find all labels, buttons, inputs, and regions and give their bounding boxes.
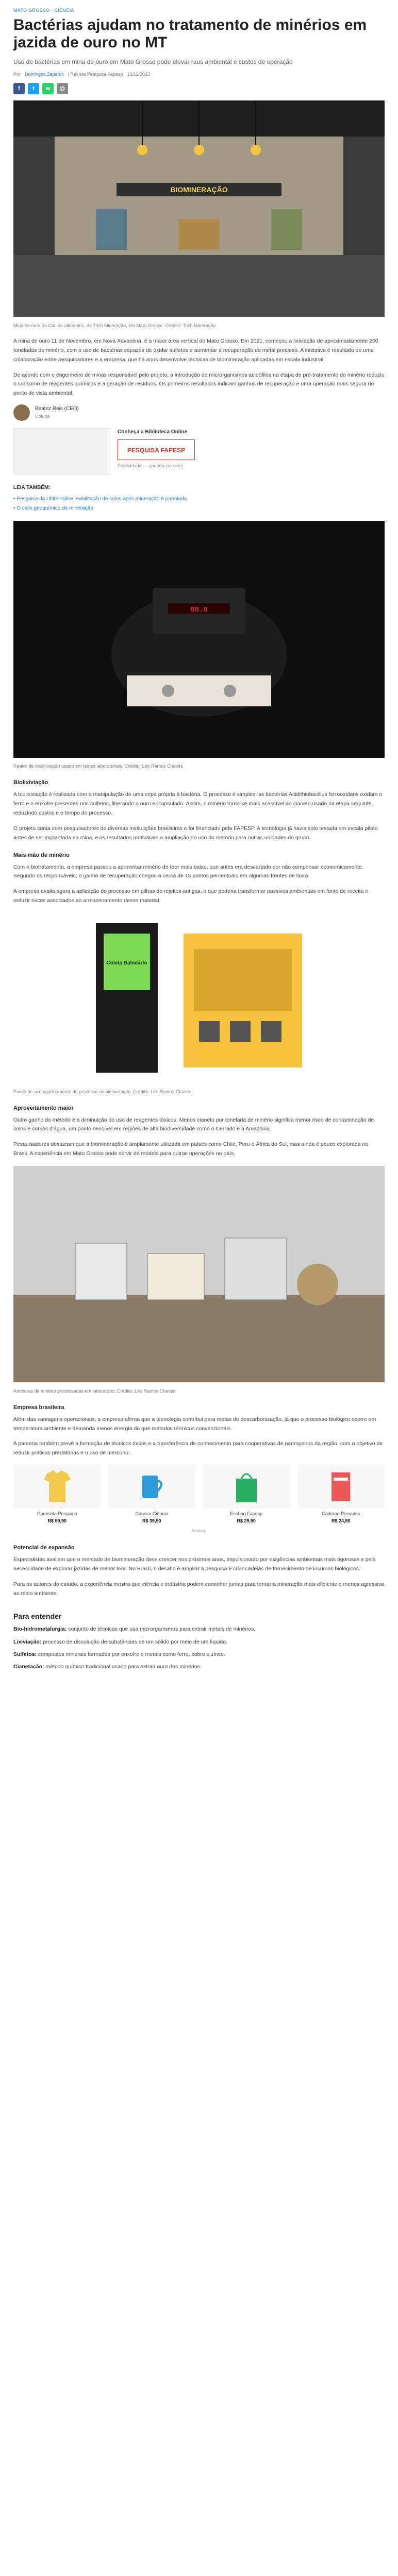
breadcrumb[interactable]: MATO GROSSO · CIÊNCIA [13, 8, 74, 13]
glossary-def: método químico tradicional usado para extrair ouro dos minérios. [45, 1664, 202, 1670]
notebook-icon [325, 1468, 356, 1504]
mug-icon [136, 1468, 167, 1504]
lab-wall-photo [13, 100, 385, 317]
control-panel-photo [13, 913, 385, 1083]
section-d-title: Empresa brasileira [13, 1404, 64, 1411]
byline-suffix: | Revista Pesquisa Fapesp [68, 71, 123, 77]
ad-logo [118, 439, 195, 460]
samples-photo [13, 1166, 385, 1382]
figure1-caption: Mina de ouro da Cia. de alimentos, de Titch Mineração, em Mato Grosso. Crédito: Titch Mineração [13, 323, 216, 329]
share-bar [13, 83, 385, 94]
glossary-item [13, 1638, 385, 1646]
section-d-paragraph-1: Além das vantagens operacionais, a empresa afirma que a tecnologia contribui para metas de descarbonização, já que o processo biológico ocorre em temperatura ambiente e demanda menos energia do que métodos térmicos convencionais. [13, 1416, 376, 1432]
glossary-term: Cianetação: [13, 1664, 44, 1670]
figure-samples [13, 1166, 385, 1386]
section-b-paragraph-2: A empresa avalia agora a aplicação do processo em pilhas de rejeitos antigas, o que poderia transformar passivos ambientais em fonte de receita e reduzir riscos associados ao armazenamento desse material. [13, 888, 369, 904]
product-label: Ecobag Fapesp [230, 1511, 263, 1517]
ad-block [13, 428, 385, 474]
figure3-caption: Painel de acompanhamento do processo de biolixiviação. Crédito: Léo Ramos Chaves [13, 1089, 192, 1094]
figure1-sign: BIOMINERAÇÃO [170, 185, 228, 194]
ad-sub: Publicidade — anúncio parceiro [118, 463, 184, 469]
product-image [297, 1464, 385, 1509]
section-b-paragraph-1: Com o biotratamento, a empresa passou a aproveitar minério de teor mais baixo, que antes era descartado por não compensar economicamente. Segundo os responsáveis, o ganho de recuperação chegou a cerca de 15 pontos percentuais em algumas frentes de lavra. [13, 863, 363, 879]
section-a-paragraph-2: O projeto conta com pesquisadores de diversas instituições brasileiras e foi financiado pela FAPESP. A tecnologia já havia sido testada em escala piloto antes de ser implantada na mina, e os resultados motivaram a ampliação do uso do método para outras unidades do grupo. [13, 825, 378, 841]
related-link-2[interactable]: • O ciclo geoquímico da mineração [13, 505, 93, 512]
product-grid [13, 1464, 385, 1525]
ad-placeholder[interactable] [13, 428, 110, 474]
ad-title[interactable]: Conheça a Biblioteca Online [118, 429, 188, 435]
glossary-def: conjunto de técnicas que usa microrganismos para extrair metais de minérios. [68, 1626, 256, 1633]
byline-prefix: Por [13, 71, 21, 77]
glossary-item [13, 1625, 385, 1633]
twitter-share-button[interactable]: t [28, 83, 39, 94]
product-price: R$ 29,90 [237, 1518, 256, 1523]
glossary [13, 1625, 385, 1671]
section-d-paragraph-2: A parceria também prevê a formação de técnicos locais e a transferência de conhecimento para cooperativas de garimpeiros da região, com o objetivo de reduzir práticas predatórias e o uso de mercúrio. [13, 1440, 383, 1456]
email-share-button[interactable]: @ [57, 83, 68, 94]
avatar [13, 404, 30, 421]
glossary-term: Bio-hidrometalurgia: [13, 1626, 67, 1633]
ad-logo-text: PESQUISA FAPESP [127, 446, 186, 454]
section-b-title: Mais mão de minério [13, 852, 70, 858]
related-links [13, 495, 385, 513]
figure-reactor [13, 521, 385, 761]
figure-lab-wall [13, 100, 385, 320]
product-card[interactable] [297, 1464, 385, 1525]
section-c-paragraph-1: Outro ganho do método é a diminuição do uso de reagentes tóxicos. Menos cianeto por tonelada de minério significa menor risco de contaminação de solos e cursos d'água, um ponto sensível em regiões de alta biodiversidade como o Cerrado e a Amazônia. [13, 1116, 374, 1132]
section-e-paragraph-1: Especialistas avaliam que o mercado de biomineração deve crescer nos próximos anos, impulsionado por exigências ambientais mais rigorosas e pela necessidade de explorar jazidas de menor teor. No Brasil, o desafio é ampliar a pesquisa e criar cadeias de fornecimento de insumos biológicos. [13, 1556, 376, 1572]
product-label: Caneca Ciência [135, 1511, 169, 1517]
related-label: LEIA TAMBÉM: [13, 485, 51, 491]
byline [13, 71, 385, 78]
section-c-title: Aproveitamento maior [13, 1105, 74, 1111]
svg-text:88.8: 88.8 [190, 605, 208, 614]
glossary-item [13, 1650, 385, 1658]
product-price: R$ 24,90 [331, 1518, 351, 1523]
glossary-term: Sulfetos: [13, 1651, 37, 1657]
facebook-share-button[interactable]: f [13, 83, 25, 94]
figure-control-panel [13, 913, 385, 1087]
product-image [108, 1464, 196, 1509]
author-name[interactable]: Beatriz Reis (CEO) [35, 406, 79, 412]
section-e-title: Potencial de expansão [13, 1545, 75, 1551]
glossary-term: Lixiviação: [13, 1638, 42, 1645]
byline-author[interactable]: Domingos Zaparoli [25, 71, 64, 77]
product-label: Caderno Pesquisa [322, 1511, 360, 1517]
related-link-1[interactable]: • Pesquisa da UNIP sobre reabilitação de solos após mineração é premiada [13, 496, 187, 502]
section-c-paragraph-2: Pesquisadores destacam que a biomineração é amplamente utilizada em países como Chile, Peru e África do Sul, mas ainda é pouco explorada no Brasil. A experiência em Mato Grosso pode servir de modelo para outras operações no país. [13, 1141, 369, 1157]
figure4-caption: Amostras de minério processadas em laboratório. Crédito: Léo Ramos Chaves [13, 1388, 176, 1394]
body-paragraph-2: De acordo com o engenheiro de minas responsável pelo projeto, a introdução de microrganismos acidófilos na etapa de pré-tratamento do minério reduziu o consumo de reagentes químicos e a geração de resíduos. Os primeiros resultados indicam ganhos de recuperação e uma operação mais segura do ponto de vista ambiental. [13, 371, 385, 397]
glossary-title: Para entender [13, 1612, 62, 1620]
glossary-item [13, 1663, 385, 1671]
bag-icon [231, 1468, 262, 1504]
byline-date: 15/11/2023 [127, 71, 150, 77]
product-price: R$ 59,90 [47, 1518, 67, 1523]
section-a-paragraph-1: A biolixiviação é realizada com a manipulação de uma cepa própria à bactéria. O processo é simples: as bactérias Acidithiobacillus ferrooxidans oxidam o ferro e o enxofre presentes nos sulfetos, liberando o ouro encapsulado. Assim, o minério torna-se mais acessível ao cianeto usado na etapa seguinte, reduzindo custos e o tempo do processo. [13, 791, 382, 817]
dek: Uso de bactérias em mina de ouro em Mato Grosso pode elevar raus ambiental e custos de operação [13, 58, 293, 65]
product-card[interactable] [13, 1464, 101, 1525]
section-a-title: Biolixiviação [13, 779, 48, 786]
section-e-paragraph-2: Para os autores do estudo, a experiência mostra que ciência e indústria podem caminhar juntas para tornar a mineração mais eficiente e menos agressiva ao meio ambiente. [13, 1581, 385, 1597]
product-label: Camiseta Pesquisa [37, 1511, 77, 1517]
glossary-def: compostos minerais formados por enxofre e metais como ferro, cobre e zinco. [38, 1651, 225, 1657]
tshirt-icon [42, 1468, 73, 1504]
figure3-screen-text: Coleta Balneário [106, 960, 147, 966]
whatsapp-share-button[interactable]: w [42, 83, 54, 94]
author-box [13, 404, 385, 421]
author-role: Coluna [35, 413, 50, 419]
body-paragraph-1: A mina de ouro 11 de Novembro, em Nova Xavantina, é a maior área vertical do Mato Grosso. Em 2021, começou a lixiviação de aproximadamente 200 toneladas de minério, com o uso de bactérias capazes de oxidar sulfetos e aumentar a recuperação do metal precioso. A iniciativa é resultado de uma colaboração entre pesquisadores e a empresa, que há anos desenvolve técnicas de biomineração aplicadas em escala industrial. [13, 338, 378, 363]
ad-label: Anúncio [191, 1528, 207, 1533]
product-price: R$ 39,90 [142, 1518, 161, 1523]
product-card[interactable] [108, 1464, 196, 1525]
headline: Bactérias ajudam no tratamento de minérios em jazida de ouro no MT [13, 16, 367, 52]
glossary-def: processo de dissolução de substâncias de um sólido por meio de um líquido. [43, 1638, 227, 1645]
product-image [203, 1464, 290, 1509]
product-image [13, 1464, 101, 1509]
product-card[interactable] [203, 1464, 290, 1525]
reactor-photo [13, 521, 385, 758]
figure2-caption: Reator de biolixiviação usado em testes laboratoriais. Crédito: Léo Ramos Chaves [13, 764, 183, 769]
